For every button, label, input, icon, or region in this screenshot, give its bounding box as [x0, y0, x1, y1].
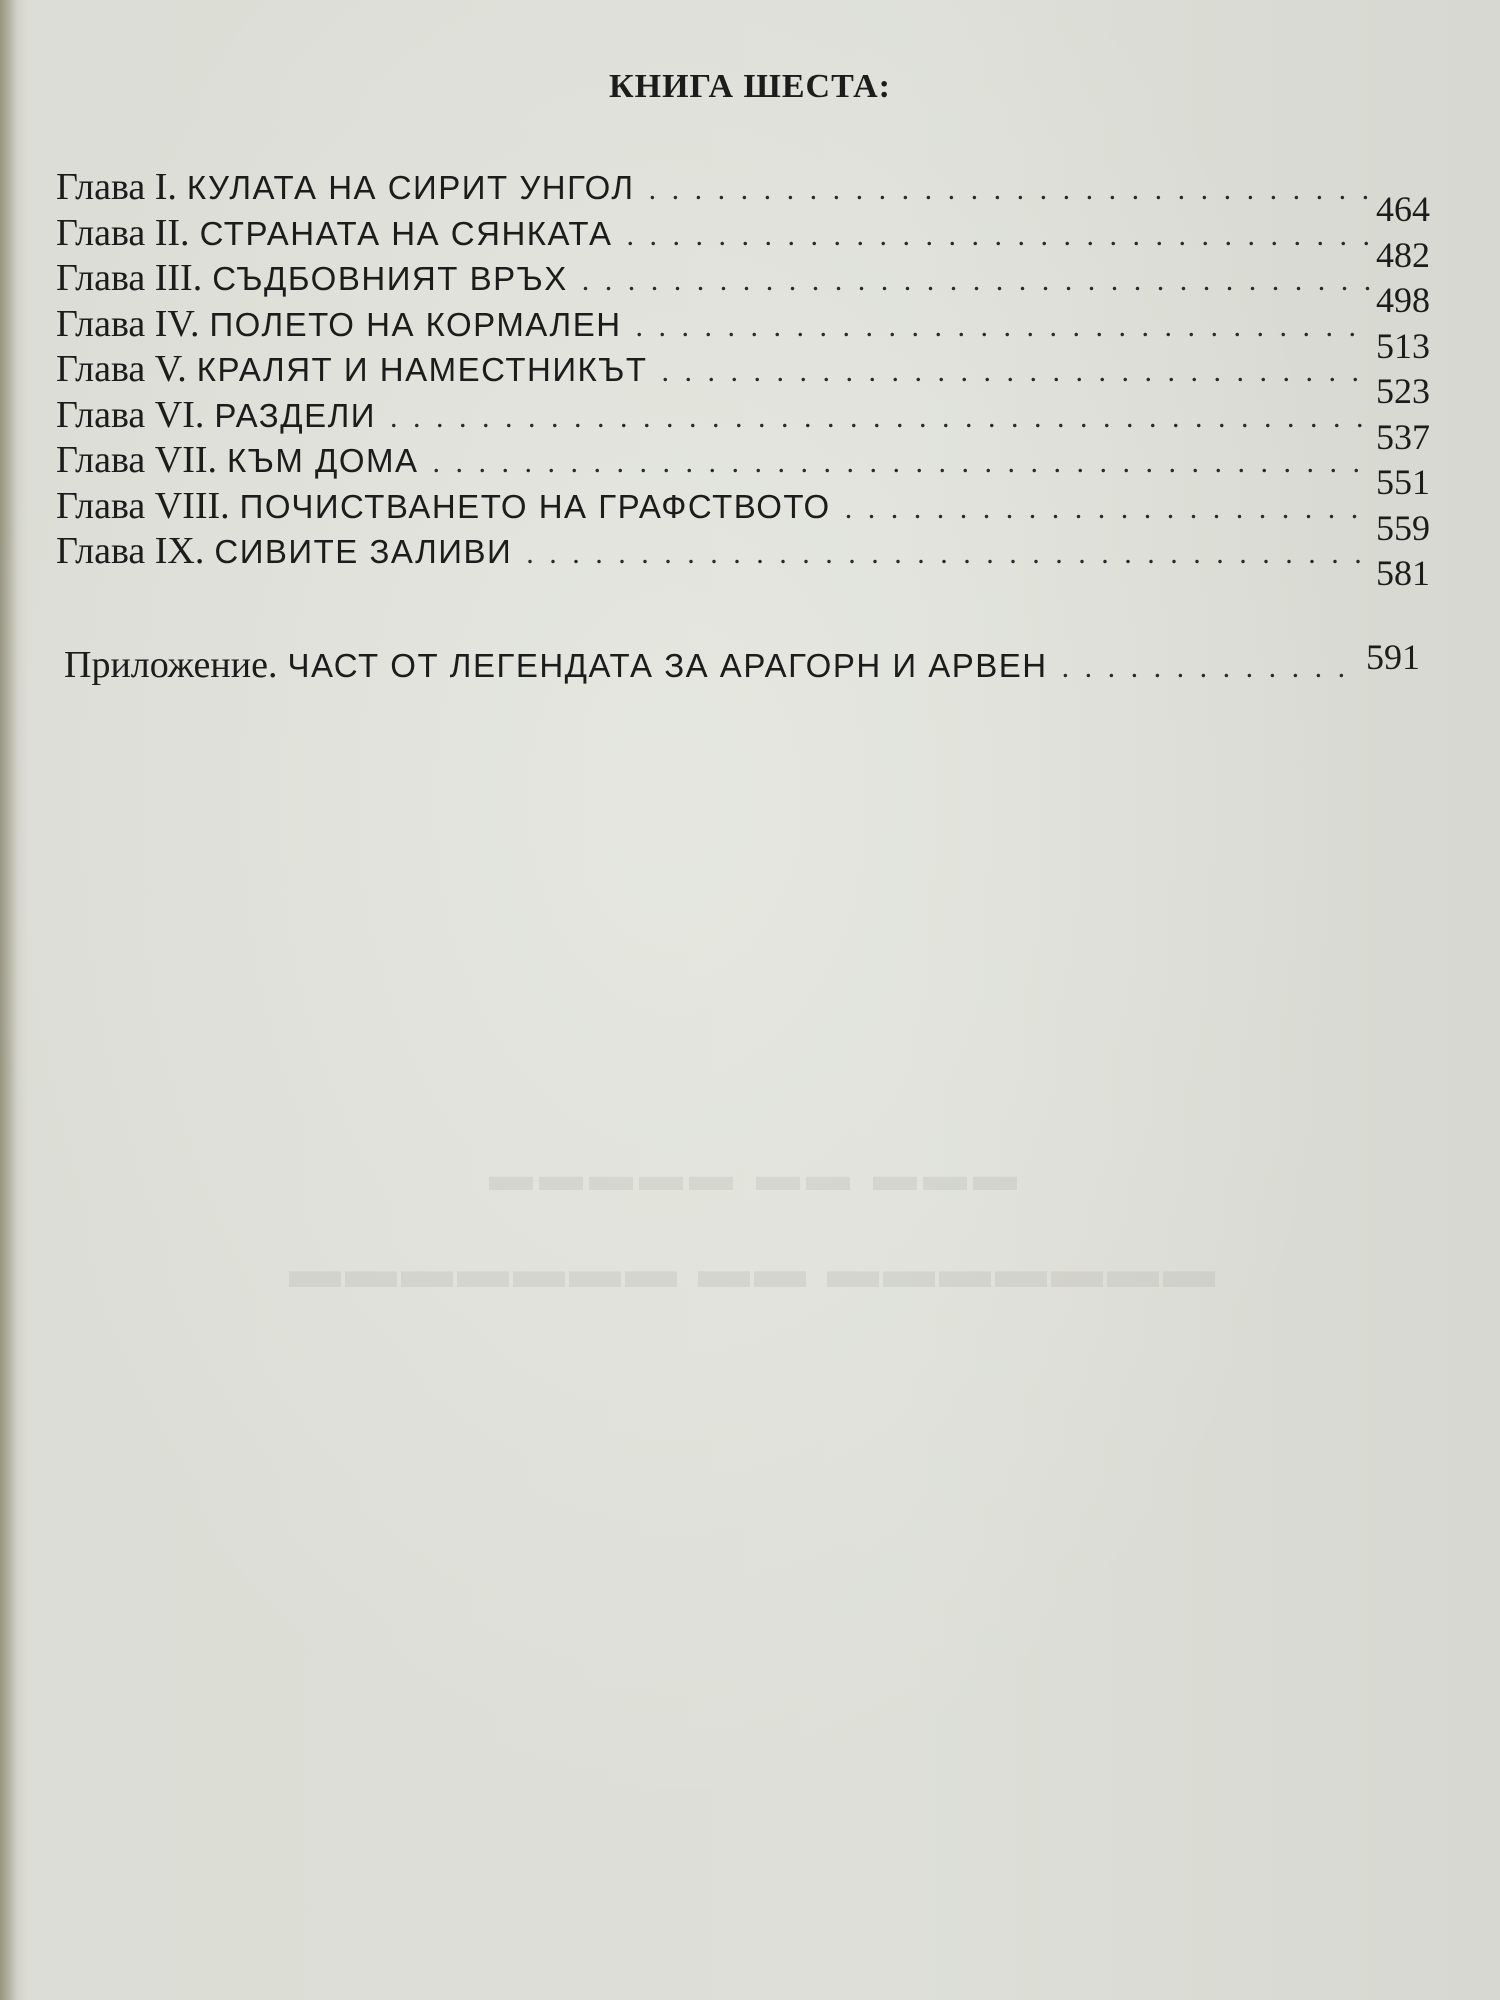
appendix-title: ЧАСТ ОТ ЛЕГЕНДАТА ЗА АРАГОРН И АРВЕН	[287, 647, 1048, 684]
toc-entry	[56, 484, 1430, 548]
page-number: 559	[1376, 507, 1430, 548]
dot-leader	[649, 173, 1370, 207]
toc-entry	[56, 211, 1430, 275]
dot-leader	[662, 355, 1370, 389]
toc-entry	[56, 393, 1430, 457]
chapter-title: СИВИТЕ ЗАЛИВИ	[214, 533, 513, 570]
chapter-title: СТРАНАТА НА СЯНКАТА	[199, 214, 613, 252]
dot-leader	[636, 310, 1370, 344]
dot-leader	[845, 492, 1370, 526]
appendix-label: Приложение.	[64, 644, 278, 686]
toc-entry	[56, 302, 1430, 366]
dot-leader	[1062, 651, 1360, 685]
chapter-label: Глава IX.	[56, 530, 205, 572]
toc-entry	[56, 347, 1430, 411]
chapter-title: КУЛАТА НА СИРИТ УНГОЛ	[186, 169, 635, 206]
page-number: 537	[1376, 416, 1430, 457]
page-number: 498	[1376, 280, 1430, 320]
dot-leader	[582, 264, 1370, 298]
chapter-title: КЪМ ДОМА	[227, 442, 419, 479]
dot-leader	[526, 537, 1370, 571]
page-number: 523	[1376, 371, 1430, 411]
dot-leader	[627, 219, 1370, 253]
toc-entry	[56, 256, 1430, 320]
dot-leader	[390, 401, 1370, 435]
chapter-label: Глава II.	[56, 211, 190, 254]
chapter-title: СЪДБОВНИЯТ ВРЪХ	[212, 260, 568, 297]
book-section-title: КНИГА ШЕСТА:	[609, 68, 891, 105]
chapter-label: Глава VII.	[56, 439, 217, 481]
page-number: 551	[1376, 462, 1430, 502]
chapter-label: Глава V.	[56, 348, 187, 390]
toc-entry	[56, 438, 1430, 502]
chapter-label: Глава VIII.	[56, 484, 230, 527]
appendix-entry	[64, 637, 1420, 689]
chapter-label: Глава IV.	[56, 302, 200, 345]
table-of-contents	[56, 165, 1430, 593]
toc-entry	[56, 529, 1430, 593]
chapter-title: КРАЛЯТ И НАМЕСТНИКЪТ	[196, 351, 648, 388]
dot-leader	[433, 446, 1370, 480]
chapter-label: Глава VI.	[56, 393, 205, 436]
toc-entry	[56, 165, 1430, 229]
page-number: 581	[1376, 553, 1430, 593]
show-through-text	[0, 1150, 1500, 1300]
chapter-title: ПОЧИСТВАНЕТО НА ГРАФСТВОТО	[239, 487, 831, 525]
page-edge-shadow	[0, 0, 18, 2000]
chapter-label: Глава I.	[56, 166, 177, 208]
page-number: 464	[1376, 189, 1430, 229]
page-number: 591	[1366, 637, 1420, 677]
page-number: 482	[1376, 234, 1430, 275]
show-through-line: ▬▬▬ ▬▬ ▬▬▬▬▬	[483, 1151, 1017, 1200]
chapter-label: Глава III.	[56, 257, 203, 299]
page-number: 513	[1376, 325, 1430, 366]
show-through-line: ▬▬▬▬▬▬▬ ▬▬ ▬▬▬▬▬▬▬	[285, 1242, 1215, 1299]
chapter-title: РАЗДЕЛИ	[214, 396, 376, 434]
chapter-title: ПОЛЕТО НА КОРМАЛЕН	[209, 305, 622, 343]
